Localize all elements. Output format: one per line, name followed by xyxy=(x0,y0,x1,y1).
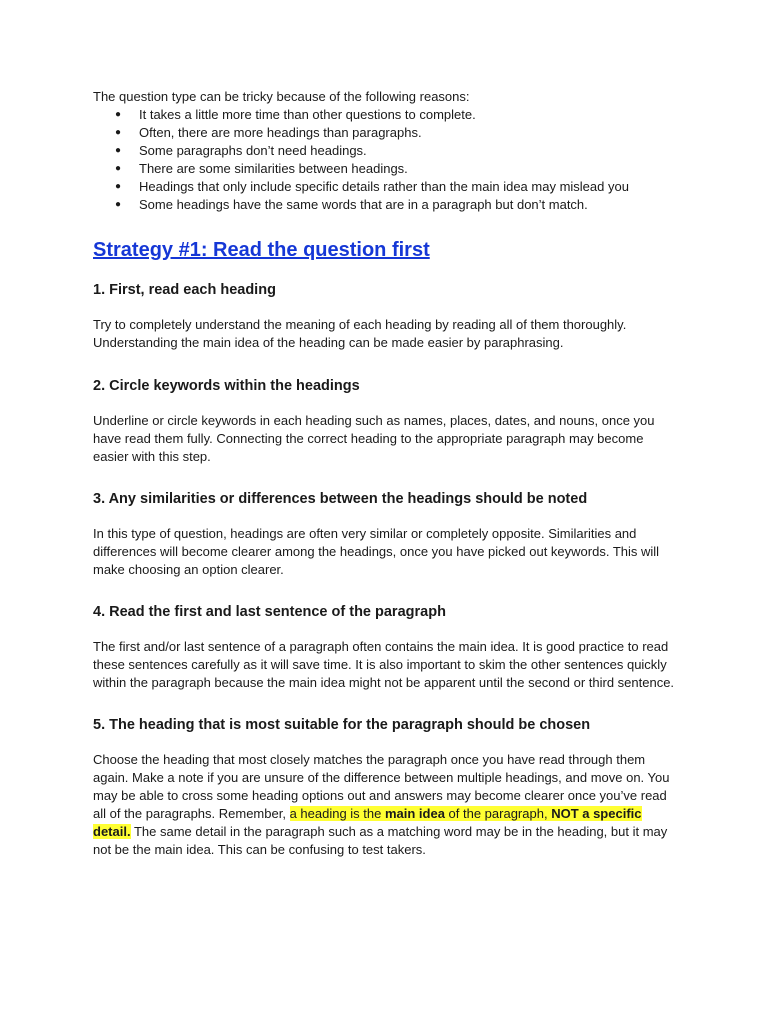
step-heading: 5. The heading that is most suitable for the paragraph should be chosen xyxy=(93,717,591,733)
list-item-text: Some headings have the same words that are in a paragraph but don’t match. xyxy=(139,197,588,212)
highlight-bold-part: NOT a specific detail. xyxy=(93,806,642,839)
intro-text: The question type can be tricky because of the following reasons: xyxy=(93,89,470,104)
bullet-icon: ● xyxy=(115,109,122,120)
step-text: Try to completely understand the meaning of each heading by reading all of them thoroughly. Understanding the main idea of the heading can be made easier by paraphrasing. xyxy=(93,317,627,350)
highlight-bold-part: main idea xyxy=(384,806,445,821)
list-item xyxy=(93,124,678,142)
step-text xyxy=(93,751,678,859)
list-item xyxy=(93,142,678,160)
reasons-list xyxy=(93,106,678,214)
bullet-icon: ● xyxy=(115,181,122,192)
highlight-part: of the paragraph, xyxy=(444,806,552,821)
step-text: The first and/or last sentence of a paragraph often contains the main idea. It is good practice to read these sentences carefully as it will save time. It is also important to skim the other sentences quickly within the paragraph because the main idea might not be apparent until the second or third sentence. xyxy=(93,639,675,690)
list-item-text: Headings that only include specific details rather than the main idea may mislead you xyxy=(139,179,629,194)
step-text: Underline or circle keywords in each heading such as names, places, dates, and nouns, once you have read them fully. Connecting the correct heading to the appropriate paragraph may become easier with this step. xyxy=(93,413,655,464)
step-heading: 2. Circle keywords within the headings xyxy=(93,378,360,394)
bullet-icon: ● xyxy=(115,163,122,174)
list-item xyxy=(93,196,678,214)
step-heading: 4. Read the first and last sentence of the paragraph xyxy=(93,604,446,620)
list-item-text: There are some similarities between headings. xyxy=(139,161,408,176)
bullet-icon: ● xyxy=(115,199,122,210)
step-text-part: The same detail in the paragraph such as a matching word may be in the heading, but it may not be the main idea. This can be confusing to test takers. xyxy=(93,824,668,857)
step-heading: 3. Any similarities or differences between the headings should be noted xyxy=(93,491,588,507)
list-item xyxy=(93,160,678,178)
list-item-text: Some paragraphs don’t need headings. xyxy=(139,143,367,158)
step-heading: 1. First, read each heading xyxy=(93,282,276,298)
list-item-text: Often, there are more headings than paragraphs. xyxy=(139,125,422,140)
list-item xyxy=(93,178,678,196)
strategy-title[interactable]: Strategy #1: Read the question first xyxy=(93,239,430,261)
highlight-part: a heading is the xyxy=(289,806,385,821)
bullet-icon: ● xyxy=(115,145,122,156)
step-text: In this type of question, headings are often very similar or completely opposite. Similarities and differences will become clearer among the headings, once you have picked out keywords. This will make choosing an option clearer. xyxy=(93,526,660,577)
list-item xyxy=(93,106,678,124)
bullet-icon: ● xyxy=(115,127,122,138)
step-text-part: Choose the heading that most closely matches the paragraph once you have read through them again. Make a note if you are unsure of the difference between multiple headings, and move on. You may be able to cross some heading options out and answers may become clearer once you’ve read all of the paragraphs. Remember, xyxy=(93,752,670,821)
list-item-text: It takes a little more time than other questions to complete. xyxy=(139,107,476,122)
